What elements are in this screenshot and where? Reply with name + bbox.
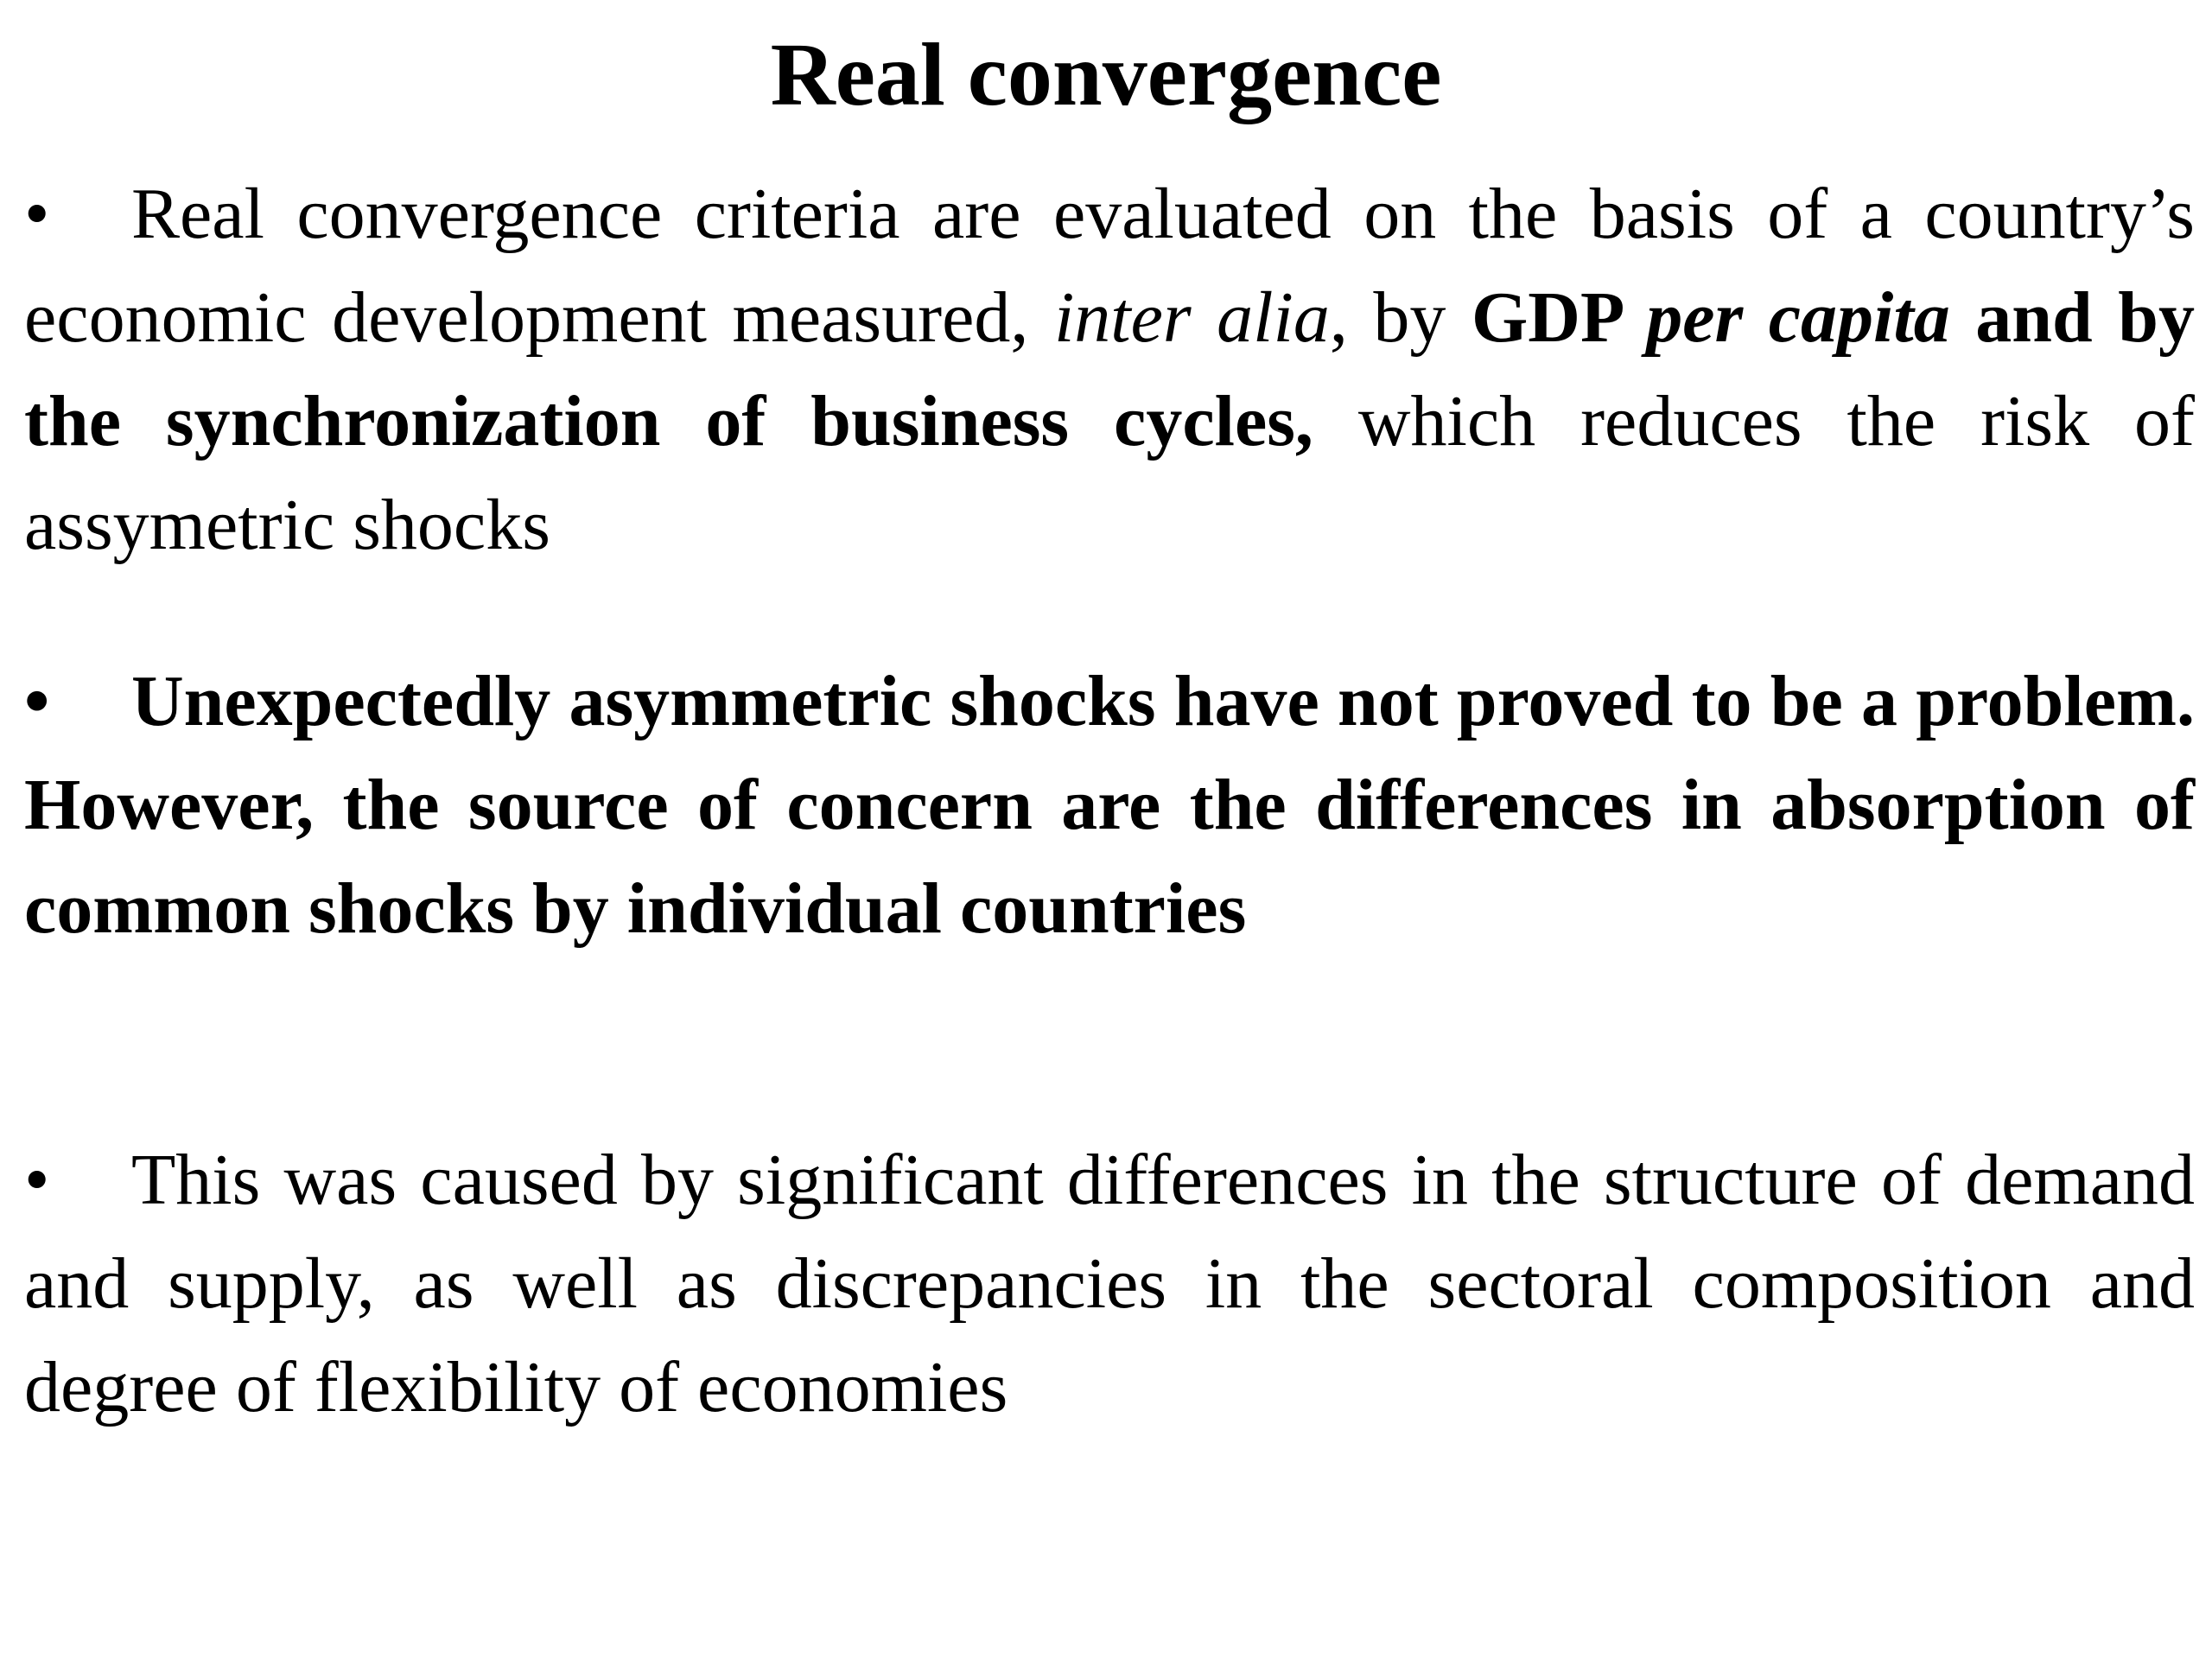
bullet-marker: • xyxy=(24,661,50,741)
slide-title: Real convergence xyxy=(770,25,1442,124)
bullet-item-3 xyxy=(24,1128,2195,1440)
bullet-1-text-gdp: GDP xyxy=(1471,277,1647,358)
bullet-1-text-per-capita: per capita xyxy=(1646,277,1950,358)
bullet-3-text: This was caused by significant differences in the structure of demand and supply, as well as discrepancies in the sectoral composition and degree of flexibility of economies xyxy=(24,1140,2195,1427)
bullet-1-text-risk: which reduces the risk of assymetric shocks xyxy=(24,381,2195,565)
bullet-1-text-by: , by xyxy=(1329,277,1471,358)
bullet-1-text-synchronization: and by the synchronization of business cycles, xyxy=(24,277,2195,461)
bullet-2-text: Unexpectedly asymmetric shocks have not proved to be a problem. However, the source of concern are the differences in absorption of common shocks by individual countries xyxy=(24,661,2195,949)
bullet-marker: • xyxy=(24,174,50,254)
bullet-marker: • xyxy=(24,1140,50,1220)
bullet-item-1 xyxy=(24,162,2195,577)
bullet-1-text-plain: Real convergence criteria are evaluated on the basis of a country’s economic development measured, xyxy=(24,174,2195,358)
bullet-item-2 xyxy=(24,650,2195,961)
bullet-1-text-inter-alia: inter alia xyxy=(1053,277,1330,358)
